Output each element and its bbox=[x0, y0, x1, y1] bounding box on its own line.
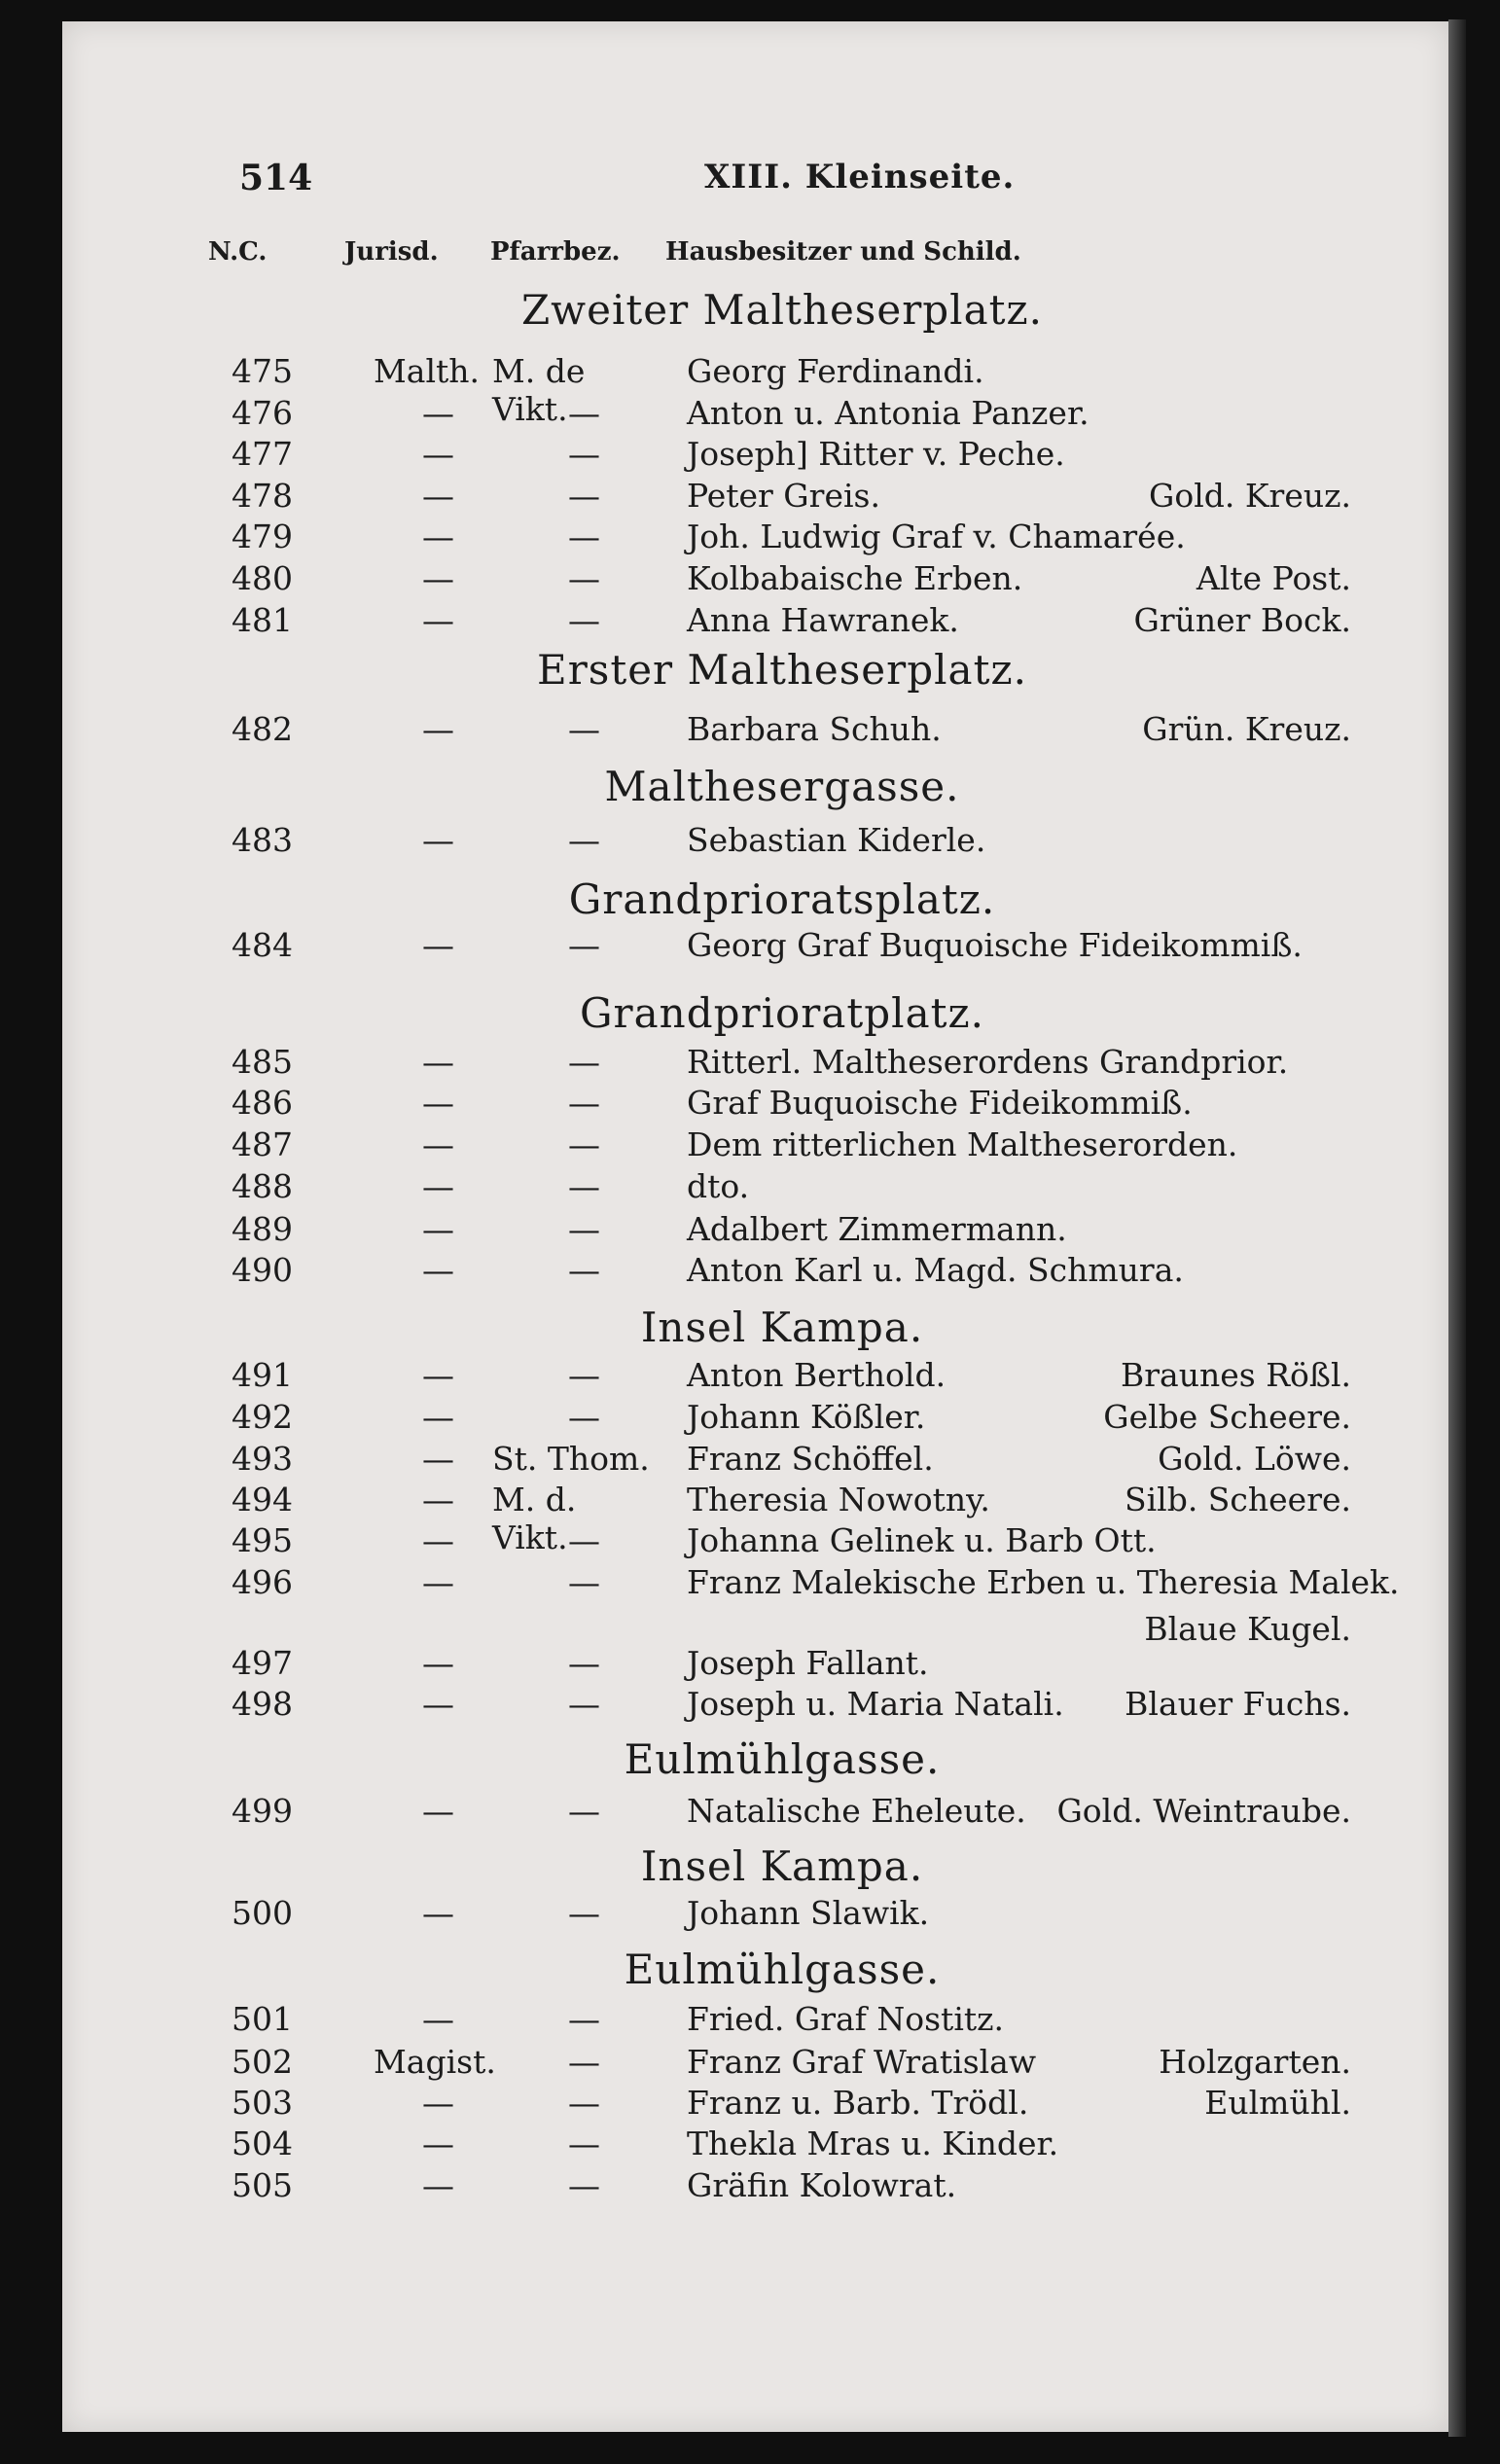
jurisdiction: — bbox=[422, 1356, 454, 1394]
house-number: 500 bbox=[232, 1894, 293, 1932]
parish: — bbox=[568, 2166, 600, 2204]
jurisdiction: Malth. bbox=[374, 352, 481, 390]
street-heading: Grandprioratplatz. bbox=[580, 989, 984, 1037]
house-number: 493 bbox=[232, 1440, 293, 1478]
jurisdiction: — bbox=[422, 1792, 454, 1830]
house-number: 485 bbox=[232, 1043, 293, 1081]
column-header-pfarrbez: Pfarrbez. bbox=[490, 237, 621, 267]
jurisdiction: — bbox=[422, 1167, 454, 1205]
register-row bbox=[62, 2043, 1448, 2082]
house-number: 478 bbox=[232, 477, 293, 515]
register-list bbox=[62, 21, 1448, 2432]
parish: — bbox=[568, 2084, 600, 2122]
owner-name: Johann Slawik. bbox=[687, 1894, 930, 1932]
column-header-nc: N.C. bbox=[208, 237, 268, 267]
house-sign: Grün. Kreuz. bbox=[1142, 710, 1351, 748]
owner-name: Georg Graf Buquoische Fideikommiß. bbox=[687, 926, 1303, 964]
column-header-jurisd: Jurisd. bbox=[344, 237, 439, 267]
register-row bbox=[62, 1563, 1448, 1602]
parish: St. Thom. bbox=[492, 1440, 650, 1478]
jurisdiction: — bbox=[422, 1563, 454, 1601]
house-sign: Braunes Rößl. bbox=[1121, 1356, 1351, 1394]
register-row bbox=[62, 821, 1448, 860]
register-row bbox=[62, 1251, 1448, 1290]
house-number: 505 bbox=[232, 2166, 293, 2204]
parish: — bbox=[568, 2000, 600, 2038]
owner-name: Peter Greis. bbox=[687, 477, 880, 515]
page-edge bbox=[1448, 19, 1466, 2437]
jurisdiction: — bbox=[422, 2084, 454, 2122]
parish: — bbox=[568, 821, 600, 859]
page-content bbox=[62, 21, 1448, 2432]
owner-name: Georg Ferdinandi. bbox=[687, 352, 984, 390]
register-row bbox=[62, 1398, 1448, 1437]
register-row bbox=[62, 1125, 1448, 1164]
parish: — bbox=[568, 435, 600, 473]
parish: — bbox=[568, 1167, 600, 1205]
street-heading: Malthesergasse. bbox=[604, 763, 960, 810]
register-row bbox=[62, 1521, 1448, 1560]
house-number: 476 bbox=[232, 394, 293, 432]
house-sign: Gelbe Scheere. bbox=[1103, 1398, 1351, 1436]
parish: — bbox=[568, 1356, 600, 1394]
owner-name: Dem ritterlichen Maltheserorden. bbox=[687, 1125, 1238, 1163]
street-heading: Eulmühlgasse. bbox=[624, 1735, 941, 1783]
parish: — bbox=[568, 1398, 600, 1436]
house-sign: Alte Post. bbox=[1196, 559, 1351, 597]
house-number: 481 bbox=[232, 601, 293, 639]
house-number: 496 bbox=[232, 1563, 293, 1601]
house-number: 490 bbox=[232, 1251, 293, 1289]
house-sign: Gold. Kreuz. bbox=[1149, 477, 1351, 515]
register-row bbox=[62, 1644, 1448, 1683]
house-sign: Silb. Scheere. bbox=[1124, 1481, 1351, 1518]
owner-name: Joseph Fallant. bbox=[687, 1644, 929, 1682]
owner-name: Johann Kößler. bbox=[687, 1398, 926, 1436]
parish: — bbox=[568, 1251, 600, 1289]
house-number: 479 bbox=[232, 518, 293, 555]
parish: — bbox=[568, 1644, 600, 1682]
running-head: XIII. Kleinseite. bbox=[704, 158, 1016, 196]
house-number: 492 bbox=[232, 1398, 293, 1436]
jurisdiction: — bbox=[422, 1398, 454, 1436]
parish: — bbox=[568, 1792, 600, 1830]
jurisdiction: — bbox=[422, 1894, 454, 1932]
owner-name: Theresia Nowotny. bbox=[687, 1481, 990, 1518]
owner-name: Johanna Gelinek u. Barb Ott. bbox=[687, 1521, 1157, 1559]
house-sign: Eulmühl. bbox=[1204, 2084, 1351, 2122]
parish: — bbox=[568, 926, 600, 964]
owner-name: Natalische Eheleute. bbox=[687, 1792, 1026, 1830]
register-row bbox=[62, 1167, 1448, 1206]
register-row bbox=[62, 435, 1448, 474]
register-row bbox=[62, 1356, 1448, 1395]
street-heading: Insel Kampa. bbox=[640, 1303, 924, 1351]
owner-name: Franz Schöffel. bbox=[687, 1440, 934, 1478]
house-number: 488 bbox=[232, 1167, 293, 1205]
parish: — bbox=[568, 1563, 600, 1601]
register-row bbox=[62, 1084, 1448, 1123]
house-sign: Gold. Weintraube. bbox=[1056, 1792, 1351, 1830]
parish: — bbox=[568, 518, 600, 555]
jurisdiction: — bbox=[422, 477, 454, 515]
jurisdiction: — bbox=[422, 1440, 454, 1478]
jurisdiction: — bbox=[422, 926, 454, 964]
parish: — bbox=[568, 1521, 600, 1559]
parish: — bbox=[568, 2043, 600, 2081]
jurisdiction: — bbox=[422, 2166, 454, 2204]
street-heading: Eulmühlgasse. bbox=[624, 1946, 941, 1993]
parish: M. d. Vikt. bbox=[492, 1481, 577, 1556]
register-row bbox=[62, 601, 1448, 640]
jurisdiction: — bbox=[422, 1685, 454, 1723]
house-number: 499 bbox=[232, 1792, 293, 1830]
owner-name: Fried. Graf Nostitz. bbox=[687, 2000, 1005, 2038]
owner-name: Joh. Ludwig Graf v. Chamarée. bbox=[687, 518, 1186, 555]
jurisdiction: — bbox=[422, 394, 454, 432]
house-number: 477 bbox=[232, 435, 293, 473]
parish: — bbox=[568, 1894, 600, 1932]
jurisdiction: — bbox=[422, 518, 454, 555]
house-number: 489 bbox=[232, 1210, 293, 1248]
jurisdiction: — bbox=[422, 1210, 454, 1248]
parish: M. de Vikt. bbox=[492, 352, 586, 428]
register-row bbox=[62, 926, 1448, 965]
owner-name: Thekla Mras u. Kinder. bbox=[687, 2125, 1059, 2162]
house-number: 494 bbox=[232, 1481, 293, 1518]
house-number: 482 bbox=[232, 710, 293, 748]
jurisdiction: — bbox=[422, 559, 454, 597]
owner-name: Barbara Schuh. bbox=[687, 710, 942, 748]
page-number: 514 bbox=[239, 158, 313, 198]
register-row bbox=[62, 710, 1448, 749]
jurisdiction: — bbox=[422, 1251, 454, 1289]
owner-name: Joseph u. Maria Natali. bbox=[687, 1685, 1064, 1723]
column-header-owner: Hausbesitzer und Schild. bbox=[665, 237, 1021, 267]
house-number: 503 bbox=[232, 2084, 293, 2122]
owner-name: Anton u. Antonia Panzer. bbox=[687, 394, 1089, 432]
owner-name: Ritterl. Maltheserordens Grandprior. bbox=[687, 1043, 1289, 1081]
house-number: 498 bbox=[232, 1685, 293, 1723]
house-number: 491 bbox=[232, 1356, 293, 1394]
jurisdiction: — bbox=[422, 2125, 454, 2162]
jurisdiction: — bbox=[422, 1481, 454, 1518]
parish: — bbox=[568, 710, 600, 748]
owner-name: Kolbabaische Erben. bbox=[687, 559, 1023, 597]
parish: — bbox=[568, 477, 600, 515]
register-row bbox=[62, 2125, 1448, 2163]
register-row bbox=[62, 1210, 1448, 1249]
parish: — bbox=[568, 1125, 600, 1163]
register-row bbox=[62, 2000, 1448, 2039]
house-sign: Blauer Fuchs. bbox=[1125, 1685, 1351, 1723]
register-row bbox=[62, 1685, 1448, 1724]
register-row bbox=[62, 518, 1448, 556]
house-number: 475 bbox=[232, 352, 293, 390]
house-number: 497 bbox=[232, 1644, 293, 1682]
jurisdiction: — bbox=[422, 2000, 454, 2038]
register-row bbox=[62, 394, 1448, 433]
owner-name: Graf Buquoische Fideikommiß. bbox=[687, 1084, 1193, 1122]
owner-name: Joseph] Ritter v. Peche. bbox=[687, 435, 1065, 473]
jurisdiction: — bbox=[422, 710, 454, 748]
owner-name: Franz u. Barb. Trödl. bbox=[687, 2084, 1029, 2122]
owner-name: Franz Malekische Erben u. Theresia Malek. bbox=[687, 1563, 1400, 1601]
house-number: 495 bbox=[232, 1521, 293, 1559]
owner-name: Anton Berthold. bbox=[687, 1356, 946, 1394]
register-row bbox=[62, 1792, 1448, 1831]
house-number: 487 bbox=[232, 1125, 293, 1163]
house-sign: Holzgarten. bbox=[1159, 2043, 1351, 2081]
parish: — bbox=[568, 559, 600, 597]
house-number: 486 bbox=[232, 1084, 293, 1122]
house-sign: Blaue Kugel. bbox=[1144, 1610, 1351, 1648]
owner-name: Anna Hawranek. bbox=[687, 601, 959, 639]
parish: — bbox=[568, 1685, 600, 1723]
street-heading: Insel Kampa. bbox=[640, 1842, 924, 1890]
jurisdiction: — bbox=[422, 1644, 454, 1682]
jurisdiction: — bbox=[422, 1125, 454, 1163]
parish: — bbox=[568, 1043, 600, 1081]
register-row bbox=[62, 1043, 1448, 1082]
register-row bbox=[62, 559, 1448, 598]
parish: — bbox=[568, 394, 600, 432]
house-sign: Gold. Löwe. bbox=[1158, 1440, 1351, 1478]
house-number: 484 bbox=[232, 926, 293, 964]
street-heading: Erster Maltheserplatz. bbox=[537, 646, 1027, 694]
house-number: 504 bbox=[232, 2125, 293, 2162]
owner-name: dto. bbox=[687, 1167, 750, 1205]
owner-name: Franz Graf Wratislaw bbox=[687, 2043, 1037, 2081]
parish: — bbox=[568, 1210, 600, 1248]
register-row bbox=[62, 1440, 1448, 1479]
register-row bbox=[62, 2084, 1448, 2123]
parish: — bbox=[568, 1084, 600, 1122]
parish: — bbox=[568, 2125, 600, 2162]
jurisdiction: — bbox=[422, 821, 454, 859]
street-heading: Grandprioratsplatz. bbox=[568, 875, 996, 923]
house-sign: Grüner Bock. bbox=[1133, 601, 1351, 639]
owner-name: Adalbert Zimmermann. bbox=[687, 1210, 1067, 1248]
parish: — bbox=[568, 601, 600, 639]
register-row bbox=[62, 477, 1448, 516]
house-number: 501 bbox=[232, 2000, 293, 2038]
owner-name: Anton Karl u. Magd. Schmura. bbox=[687, 1251, 1184, 1289]
book-page bbox=[62, 21, 1448, 2432]
jurisdiction: — bbox=[422, 1043, 454, 1081]
house-number: 502 bbox=[232, 2043, 293, 2081]
house-number: 483 bbox=[232, 821, 293, 859]
register-row bbox=[62, 2166, 1448, 2205]
jurisdiction: — bbox=[422, 435, 454, 473]
jurisdiction: Magist. bbox=[374, 2043, 496, 2081]
jurisdiction: — bbox=[422, 1084, 454, 1122]
owner-name: Gräfin Kolowrat. bbox=[687, 2166, 957, 2204]
street-heading: Zweiter Maltheserplatz. bbox=[520, 286, 1044, 334]
owner-name: Sebastian Kiderle. bbox=[687, 821, 986, 859]
jurisdiction: — bbox=[422, 1521, 454, 1559]
jurisdiction: — bbox=[422, 601, 454, 639]
register-row bbox=[62, 1894, 1448, 1933]
house-number: 480 bbox=[232, 559, 293, 597]
